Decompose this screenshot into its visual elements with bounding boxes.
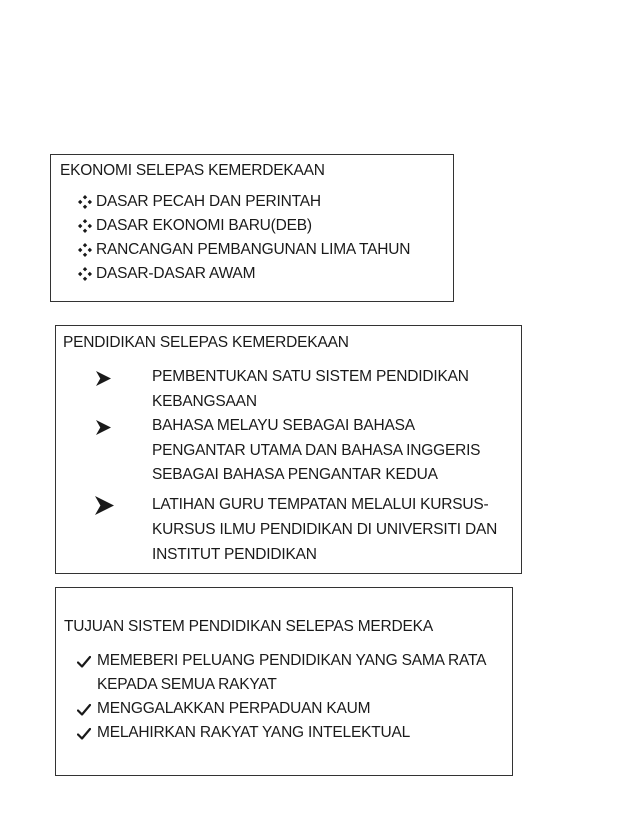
tujuan-item-1-line-2: KEPADA SEMUA RAKYAT <box>97 676 277 693</box>
pendidikan-item-3-line-3: INSTITUT PENDIDIKAN <box>152 546 317 563</box>
pendidikan-item-3-line-2: KURSUS ILMU PENDIDIKAN DI UNIVERSITI DAN <box>152 521 498 538</box>
tujuan-box <box>55 587 513 776</box>
ekonomi-box <box>50 154 454 302</box>
ekonomi-item-4: DASAR-DASAR AWAM <box>96 265 256 282</box>
ekonomi-item-1: DASAR PECAH DAN PERINTAH <box>96 193 321 210</box>
pendidikan-item-2-line-2: PENGANTAR UTAMA DAN BAHASA INGGERIS <box>152 442 481 459</box>
pendidikan-title: PENDIDIKAN SELEPAS KEMERDEKAAN <box>63 334 349 351</box>
diamond-cluster-icon <box>78 219 92 233</box>
tujuan-item-3: MELAHIRKAN RAKYAT YANG INTELEKTUAL <box>97 724 411 741</box>
checkmark-icon <box>77 727 91 741</box>
diamond-cluster-icon <box>78 195 92 209</box>
ekonomi-title: EKONOMI SELEPAS KEMERDEKAAN <box>60 162 325 179</box>
tujuan-title: TUJUAN SISTEM PENDIDIKAN SELEPAS MERDEKA <box>64 618 433 635</box>
checkmark-icon <box>77 655 91 669</box>
checkmark-icon <box>77 703 91 717</box>
pendidikan-item-2-line-3: SEBAGAI BAHASA PENGANTAR KEDUA <box>152 466 438 483</box>
pendidikan-item-1-line-1: PEMBENTUKAN SATU SISTEM PENDIDIKAN <box>152 368 469 385</box>
diamond-cluster-icon <box>78 267 92 281</box>
diamond-cluster-icon <box>78 243 92 257</box>
pendidikan-box <box>55 325 522 574</box>
tujuan-item-1-line-1: MEMEBERI PELUANG PENDIDIKAN YANG SAMA RATA <box>97 652 487 669</box>
pendidikan-item-2-line-1: BAHASA MELAYU SEBAGAI BAHASA <box>152 417 415 434</box>
arrowhead-icon <box>95 496 114 515</box>
ekonomi-item-2: DASAR EKONOMI BARU(DEB) <box>96 217 312 234</box>
pendidikan-item-3-line-1: LATIHAN GURU TEMPATAN MELALUI KURSUS- <box>152 496 489 513</box>
arrowhead-icon <box>96 420 111 435</box>
ekonomi-item-3: RANCANGAN PEMBANGUNAN LIMA TAHUN <box>96 241 411 258</box>
pendidikan-item-1-line-2: KEBANGSAAN <box>152 393 257 410</box>
tujuan-item-2: MENGGALAKKAN PERPADUAN KAUM <box>97 700 371 717</box>
arrowhead-icon <box>96 371 111 386</box>
